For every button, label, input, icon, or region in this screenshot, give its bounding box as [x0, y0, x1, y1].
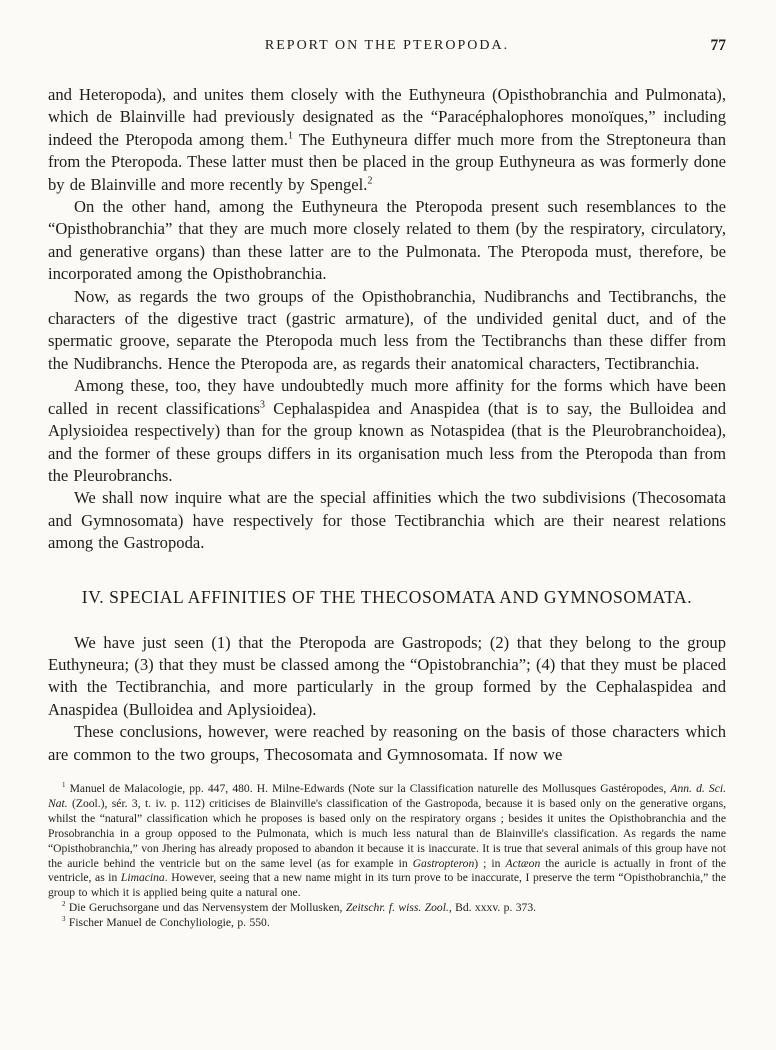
- body-paragraph: We shall now inquire what are the special affinities which the two subdivisions (Thecosomata and Gymnosomata) have respectively for those Tectibranchia which are their nearest relations among the Gastropoda.: [48, 488, 726, 553]
- footnote: $^2$ Die Geruchsorgane und das Nervensystem der Mollusken, Zeitschr. f. wiss. Zool., Bd. xxxv. p. 373.: [62, 900, 537, 915]
- body-paragraph: We have just seen (1) that the Pteropoda are Gastropods; (2) that they belong to the group Euthyneura; (3) that they must be classed among the “Opistobranchia”; (4) that they must be placed with the Tectibranchia, and more particularly in the group formed by the Cephalaspidea and Anaspidea (Bulloidea and Aplysioidea).: [48, 632, 726, 719]
- body-text-block: [48, 84, 726, 555]
- body-paragraph: On the other hand, among the Euthyneura the Pteropoda present such resemblances to the “Opisthobranchia” that they are much more closely related to them (by the respiratory, circulatory, and generative organs) than these latter are to the Pulmonata. The Pteropoda must, therefore, be incorporated among the Opisthobranchia.: [48, 197, 726, 284]
- running-head-title: REPORT ON THE PTEROPODA.: [264, 38, 510, 53]
- body-paragraph: These conclusions, however, were reached by reasoning on the basis of those characters which are common to the two groups, Thecosomata and Gymnosomata. If now we: [48, 722, 726, 764]
- footnotes-block: [48, 782, 726, 931]
- page-number: 77: [710, 37, 726, 54]
- body-paragraph: Among these, too, they have undoubtedly much more affinity for the forms which have been called in recent classifications$^3$ Cephalaspidea and Anaspidea (that is to say, the Bulloidea and Aplysioidea respectively) than for the group known as Notaspidea (that is the Pleurobranchoidea), and the former of these groups differs in its organisation much less from the Pteropoda than from the Pleurobranchs.: [48, 376, 726, 485]
- body-paragraph: Now, as regards the two groups of the Opisthobranchia, Nudibranchs and Tectibranchs, the characters of the digestive tract (gastric armature), of the undivided genital duct, and of the spermatic groove, separate the Pteropoda much less from the Tectibranchs than these differ from the Nudibranchs. Hence the Pteropoda are, as regards their anatomical characters, Tectibranchia.: [48, 286, 726, 373]
- page-header: [48, 38, 726, 54]
- footnote: $^3$ Fischer Manuel de Conchyliologie, p. 550.: [62, 915, 270, 930]
- body-paragraph: and Heteropoda), and unites them closely with the Euthyneura (Opisthobranchia and Pulmonata), which de Blainville had previously designated as the “Paracéphalophores monoïques,” including indeed the Pteropoda among them.$^1$ The Euthyneura differ much more from the Streptoneura than from the Pteropoda. These latter must then be placed in the group Euthyneura as was formerly done by de Blainville and more recently by Spengel.$^2$: [48, 85, 727, 194]
- section-text-block: [48, 632, 726, 766]
- footnote: $^1$ Manuel de Malacologie, pp. 447, 480. H. Milne-Edwards (Note sur la Classification naturelle des Mollusques Gastéropodes, Ann. d. Sci. Nat. (Zool.), sér. 3, t. iv. p. 112) criticises de Blainville's classification of the Gastropoda, because it is based only on the generative organs, whilst the “natural” classification which he proposes is based only on the respiratory organs ; besides it unites the Opisthobranchia and the Prosobranchia in a group opposed to the Pulmonata, which is much less natural than de Blainville's classification. As regards the name “Opisthobranchia,” von Jhering has already proposed to abandon it because it is inaccurate. It is true that several animals of this group have not the auricle behind the ventricle but on the same level (as for example in Gastropteron) ; in Actæon the auricle is actually in front of the ventricle, as in Limacina. However, seeing that a new name might in its turn prove to be inaccurate, I preserve the term “Opisthobranchia,” the group to which it is applied being quite a natural one.: [48, 781, 727, 900]
- section-heading: IV. SPECIAL AFFINITIES OF THE THECOSOMATA AND GYMNOSOMATA.: [81, 586, 693, 607]
